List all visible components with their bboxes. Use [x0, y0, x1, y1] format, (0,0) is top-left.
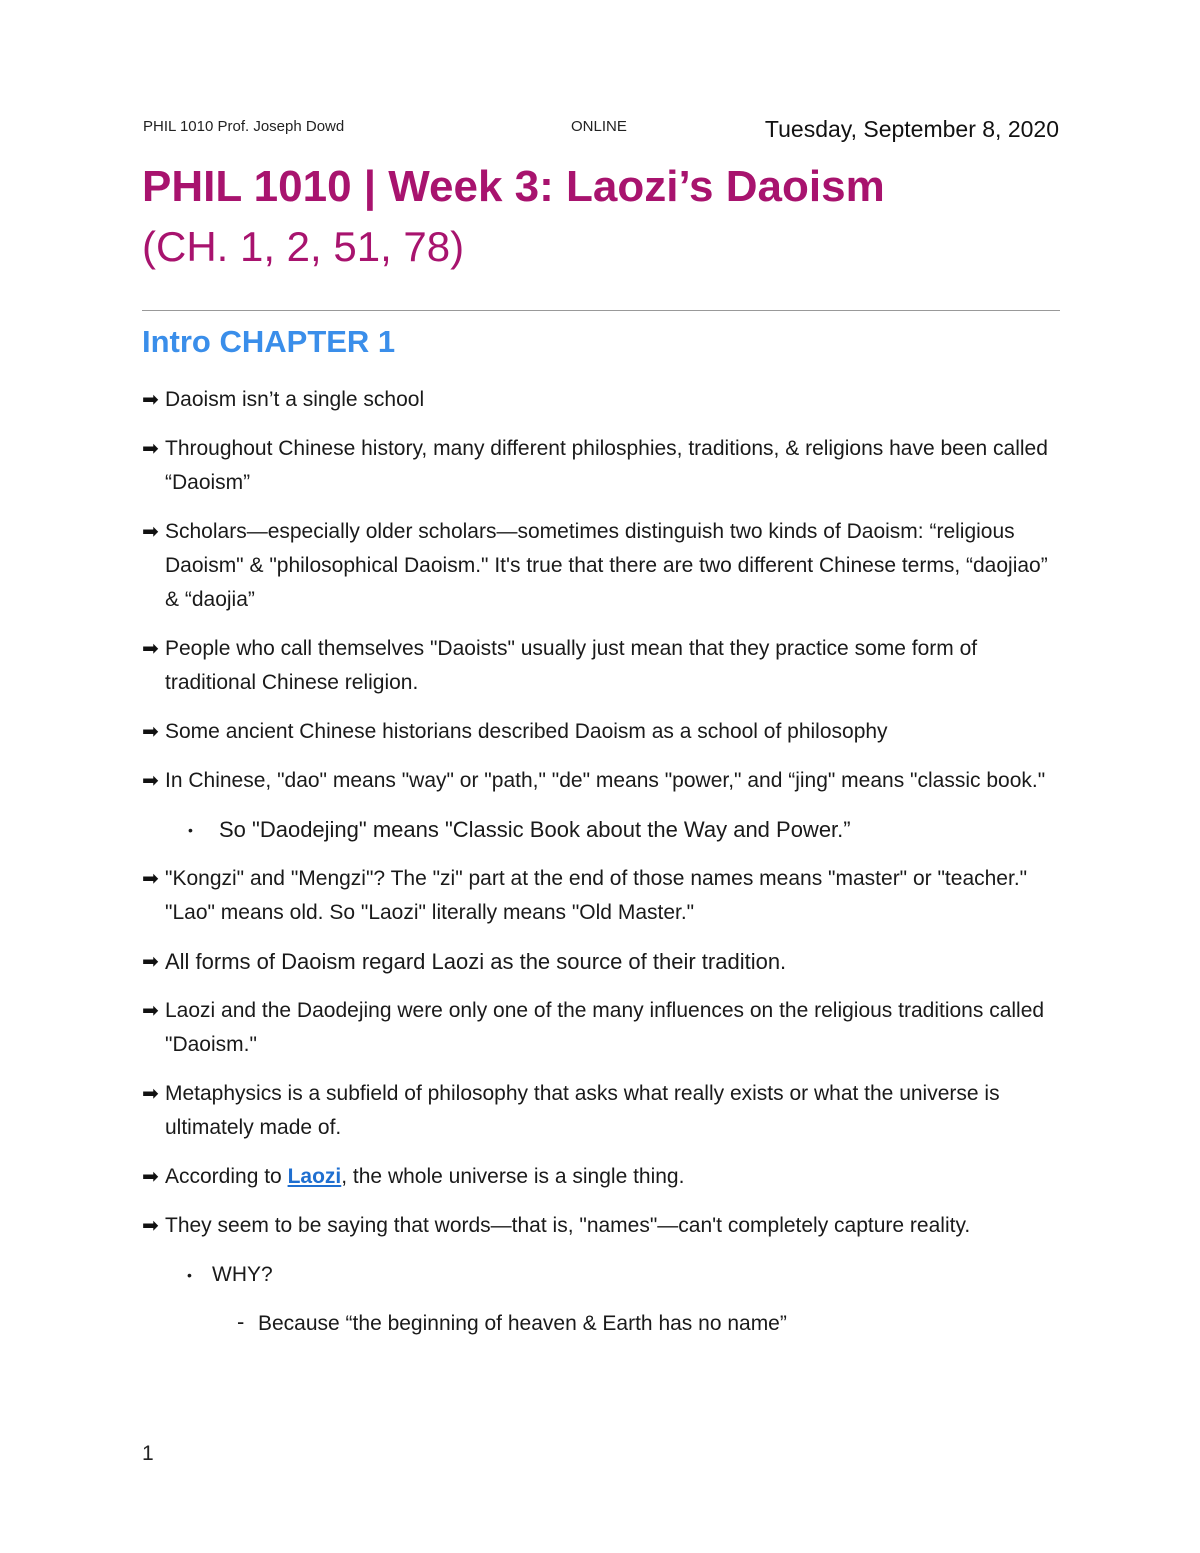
section-heading: Intro CHAPTER 1: [142, 324, 396, 359]
arrow-right-icon: ➡: [142, 770, 159, 792]
arrow-right-icon: ➡: [142, 1166, 159, 1188]
list-item-text: In Chinese, "dao" means "way" or "path," "de" means "power," and “jing" means "classic book.": [165, 769, 1046, 792]
sub-list-item: [142, 813, 1060, 847]
notes-list: [142, 383, 1060, 1341]
header-date: Tuesday, September 8, 2020: [764, 116, 1059, 142]
header-course: PHIL 1010 Prof. Joseph Dowd: [143, 118, 345, 135]
title-divider: [142, 310, 1060, 311]
list-item: [142, 862, 1060, 930]
page-number: 1: [142, 1442, 154, 1465]
arrow-right-icon: ➡: [142, 1083, 159, 1105]
list-item: [142, 515, 1060, 617]
list-item-text: People who call themselves "Daoists" usually just mean that they practice some form of traditional Chinese religion.: [165, 637, 978, 694]
list-item: [142, 945, 1060, 979]
nested-list-item: [142, 1307, 1060, 1341]
sub-list-item-text: So "Daodejing" means "Classic Book about the Way and Power.”: [219, 817, 851, 842]
arrow-right-icon: ➡: [142, 1215, 159, 1237]
list-item-text: Scholars—especially older scholars—sometimes distinguish two kinds of Daoism: “religious Daoism" & "philosophical Daoism." It's true that there are two different Chinese terms, “daojiao” & “daojia”: [165, 520, 1048, 611]
list-item-text: Throughout Chinese history, many different philosphies, traditions, & religions have been called “Daoism”: [165, 437, 1048, 494]
list-item: [142, 1077, 1060, 1145]
arrow-right-icon: ➡: [142, 638, 159, 660]
page-subtitle: (CH. 1, 2, 51, 78): [142, 223, 465, 270]
list-item: [142, 1209, 1060, 1243]
laozi-link[interactable]: Laozi: [287, 1165, 342, 1188]
list-item: [142, 632, 1060, 700]
arrow-right-icon: ➡: [142, 438, 159, 460]
list-item-text: All forms of Daoism regard Laozi as the source of their tradition.: [165, 949, 787, 974]
list-item-text: Metaphysics is a subfield of philosophy that asks what really exists or what the universe is ultimately made of.: [165, 1082, 1000, 1139]
bullet-icon: •: [187, 1267, 192, 1283]
arrow-right-icon: ➡: [142, 521, 159, 543]
list-item-text: Daoism isn’t a single school: [165, 388, 425, 411]
arrow-right-icon: ➡: [142, 1000, 159, 1022]
list-item: [142, 432, 1060, 500]
bullet-icon: •: [188, 822, 193, 838]
list-item-text-after: , the whole universe is a single thing.: [341, 1165, 685, 1188]
list-item: [142, 764, 1060, 798]
arrow-right-icon: ➡: [142, 721, 159, 743]
list-item-text: Laozi and the Daodejing were only one of the many influences on the religious traditions called "Daoism.": [165, 999, 1045, 1056]
list-item: [142, 994, 1060, 1062]
list-item-text: Some ancient Chinese historians described Daoism as a school of philosophy: [165, 720, 888, 743]
dash-icon: -: [237, 1309, 245, 1334]
list-item: [142, 1160, 1060, 1194]
arrow-right-icon: ➡: [142, 389, 159, 411]
sub-list-item-text: WHY?: [212, 1263, 273, 1286]
arrow-right-icon: ➡: [142, 951, 159, 973]
list-item: [142, 715, 1060, 749]
list-item-text-before: According to: [165, 1165, 288, 1188]
nested-list-item-text: Because “the beginning of heaven & Earth has no name”: [258, 1312, 787, 1335]
list-item: [142, 383, 1060, 417]
sub-list-item: [142, 1258, 1060, 1292]
arrow-right-icon: ➡: [142, 868, 159, 890]
list-item-text: They seem to be saying that words—that is, "names"—can't completely capture reality.: [165, 1214, 971, 1237]
page-title: PHIL 1010 | Week 3: Laozi’s Daoism: [142, 162, 885, 211]
list-item-text: "Kongzi" and "Mengzi"? The "zi" part at the end of those names means "master" or "teacher." "Lao" means old. So "Laozi" literally means "Old Master.": [165, 867, 1028, 924]
header-mode: ONLINE: [571, 118, 627, 135]
